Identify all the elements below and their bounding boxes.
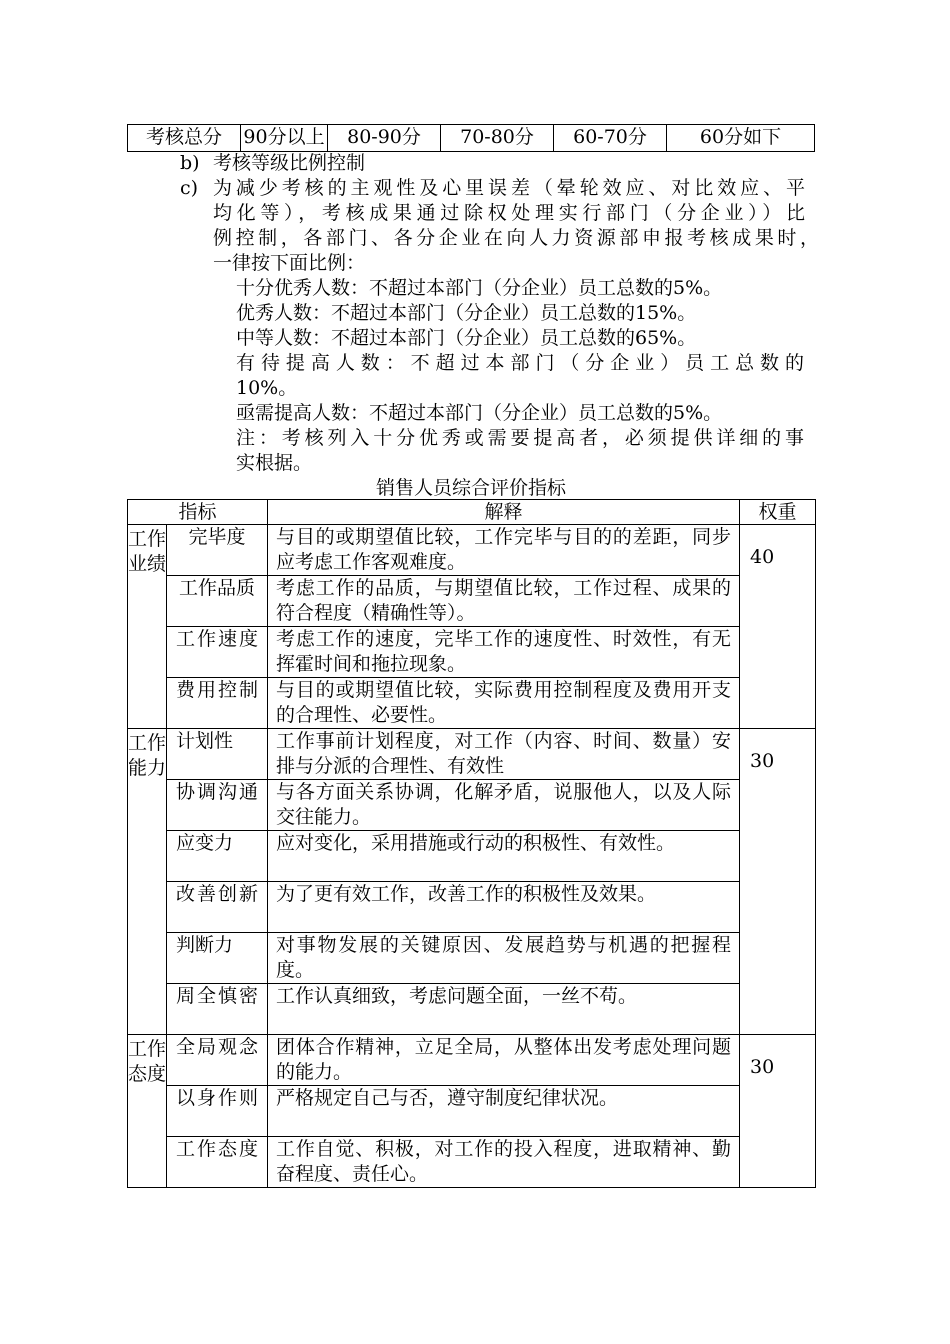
indicator-cell: 以身作则 bbox=[167, 1086, 268, 1137]
header-explanation: 解释 bbox=[268, 500, 740, 525]
ratio-needs-improvement-cont: 10%。 bbox=[236, 377, 298, 399]
explanation-cell: 考虑工作的品质，与期望值比较，工作过程、成果的符合程度（精确性等）。 bbox=[268, 576, 740, 627]
ratio-excellent: 优秀人数：不超过本部门（分企业）员工总数的15%。 bbox=[236, 302, 697, 324]
eval-table-title: 销售人员综合评价指标 bbox=[375, 477, 566, 499]
explanation-cell: 与目的或期望值比较，实际费用控制程度及费用开支的合理性、必要性。 bbox=[268, 678, 740, 729]
indicator-cell: 应变力 bbox=[167, 831, 268, 882]
header-indicator: 指标 bbox=[128, 500, 268, 525]
explanation-cell: 考虑工作的速度，完毕工作的速度性、时效性，有无挥霍时间和拖拉现象。 bbox=[268, 627, 740, 678]
score-cell-total: 考核总分 bbox=[128, 125, 241, 152]
explanation-cell: 工作自觉、积极，对工作的投入程度，进取精神、勤奋程度、责任心。 bbox=[268, 1137, 740, 1188]
table-row bbox=[128, 525, 816, 576]
category-cell: 工作态度 bbox=[128, 1035, 167, 1188]
indicator-cell: 改善创新 bbox=[167, 882, 268, 933]
explanation-cell: 工作事前计划程度，对工作（内容、时间、数量）安排与分派的合理性、有效性 bbox=[268, 729, 740, 780]
table-row bbox=[128, 1086, 816, 1137]
table-row bbox=[128, 933, 816, 984]
table-row bbox=[128, 1035, 816, 1086]
eval-header-row bbox=[128, 500, 816, 525]
ratio-average: 中等人数：不超过本部门（分企业）员工总数的65%。 bbox=[236, 327, 697, 349]
explanation-cell: 严格规定自己与否，遵守制度纪律状况。 bbox=[268, 1086, 740, 1137]
explanation-cell: 对事物发展的关键原因、发展趋势与机遇的把握程度。 bbox=[268, 933, 740, 984]
explanation-cell: 应对变化，采用措施或行动的积极性、有效性。 bbox=[268, 831, 740, 882]
score-range-table bbox=[127, 124, 815, 152]
score-range-row bbox=[128, 125, 815, 152]
note-line: 实根据。 bbox=[236, 452, 313, 474]
indicator-cell: 计划性 bbox=[167, 729, 268, 780]
item-b-text: 考核等级比例控制 bbox=[213, 152, 366, 174]
indicator-cell: 工作速度 bbox=[167, 627, 268, 678]
indicator-cell: 周全慎密 bbox=[167, 984, 268, 1035]
ratio-urgent-improvement: 亟需提高人数：不超过本部门（分企业）员工总数的5%。 bbox=[236, 402, 723, 424]
item-b-marker: b) bbox=[180, 152, 200, 174]
score-cell-below-60: 60分如下 bbox=[667, 125, 815, 152]
score-cell-80-90: 80-90分 bbox=[328, 125, 441, 152]
header-weight: 权重 bbox=[740, 500, 816, 525]
indicator-cell: 全局观念 bbox=[167, 1035, 268, 1086]
table-row bbox=[128, 1137, 816, 1188]
item-c-marker: c) bbox=[180, 177, 199, 199]
table-row bbox=[128, 831, 816, 882]
explanation-cell: 工作认真细致，考虑问题全面，一丝不苟。 bbox=[268, 984, 740, 1035]
ratio-excellent-plus: 十分优秀人数：不超过本部门（分企业）员工总数的5%。 bbox=[236, 277, 723, 299]
weight-cell: 30 bbox=[740, 729, 816, 1035]
table-row bbox=[128, 627, 816, 678]
weight-cell: 40 bbox=[740, 525, 816, 729]
item-c-line: 为减少考核的主观性及心里误差（晕轮效应、对比效应、平 bbox=[213, 177, 805, 199]
explanation-cell: 为了更有效工作，改善工作的积极性及效果。 bbox=[268, 882, 740, 933]
category-cell: 工作能力 bbox=[128, 729, 167, 1035]
indicator-cell: 工作态度 bbox=[167, 1137, 268, 1188]
explanation-cell: 团体合作精神，立足全局，从整体出发考虑处理问题的能力。 bbox=[268, 1035, 740, 1086]
table-row bbox=[128, 780, 816, 831]
item-c-line: 例控制，各部门、各分企业在向人力资源部申报考核成果时， bbox=[213, 227, 819, 249]
indicator-cell: 完毕度 bbox=[167, 525, 268, 576]
note-line: 注：考核列入十分优秀或需要提高者，必须提供详细的事 bbox=[236, 427, 804, 449]
item-c-line: 一律按下面比例： bbox=[213, 252, 366, 274]
item-c-line: 均化等），考核成果通过除权处理实行部门（分企业））比 bbox=[213, 202, 805, 224]
table-row bbox=[128, 678, 816, 729]
table-row bbox=[128, 576, 816, 627]
indicator-cell: 工作品质 bbox=[167, 576, 268, 627]
table-row bbox=[128, 984, 816, 1035]
indicator-cell: 协调沟通 bbox=[167, 780, 268, 831]
score-cell-60-70: 60-70分 bbox=[554, 125, 667, 152]
weight-cell: 30 bbox=[740, 1035, 816, 1188]
ratio-needs-improvement: 有待提高人数：不超过本部门（分企业）员工总数的 bbox=[236, 352, 804, 374]
explanation-cell: 与各方面关系协调，化解矛盾，说服他人，以及人际交往能力。 bbox=[268, 780, 740, 831]
score-cell-90-plus: 90分以上 bbox=[241, 125, 328, 152]
category-cell: 工作业绩 bbox=[128, 525, 167, 729]
eval-indicator-table bbox=[127, 499, 816, 1188]
table-row bbox=[128, 882, 816, 933]
indicator-cell: 费用控制 bbox=[167, 678, 268, 729]
indicator-cell: 判断力 bbox=[167, 933, 268, 984]
table-row bbox=[128, 729, 816, 780]
explanation-cell: 与目的或期望值比较，工作完毕与目的的差距，同步应考虑工作客观难度。 bbox=[268, 525, 740, 576]
score-cell-70-80: 70-80分 bbox=[441, 125, 554, 152]
